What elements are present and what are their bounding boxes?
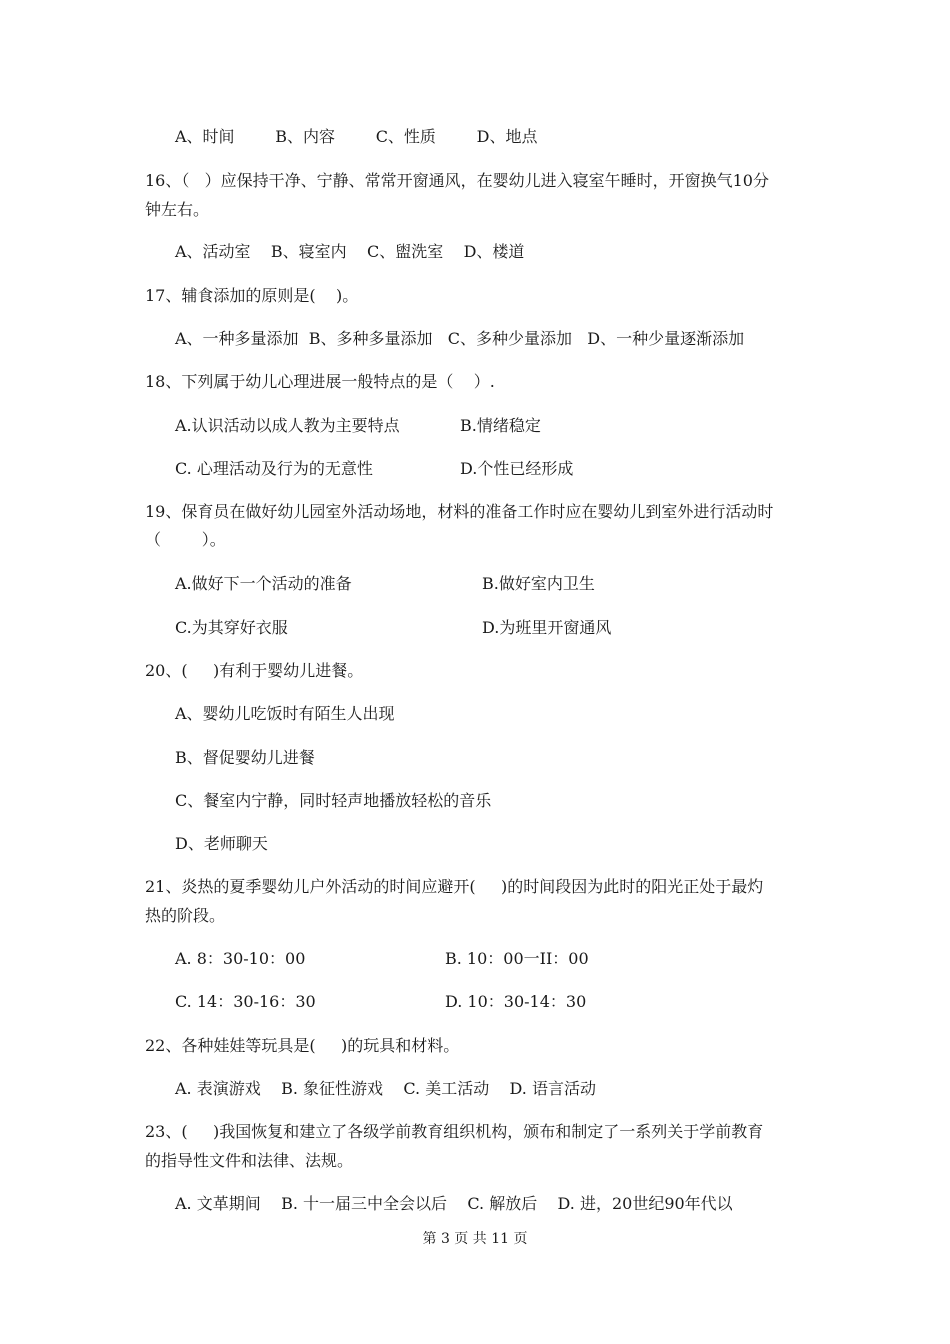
q16-stem-line2: 钟左右。 <box>145 200 210 219</box>
q21-option-a: A. 8：30-10：00 <box>175 949 306 968</box>
q17-options: A、一种多量添加 B、多种多量添加 C、多种少量添加 D、一种少量逐渐添加 <box>175 329 745 348</box>
q21-option-d: D. 10：30-14：30 <box>445 992 587 1011</box>
q21-stem-line2: 热的阶段。 <box>145 906 226 925</box>
q15-options: A、时间 B、内容 C、性质 D、地点 <box>175 127 538 146</box>
q19-option-c: C.为其穿好衣服 <box>175 618 288 637</box>
q18-option-d: D.个性已经形成 <box>460 459 574 478</box>
q16-stem-line1: 16、（ ）应保持干净、宁静、常常开窗通风，在婴幼儿进入寝室午睡时，开窗换气10分 <box>145 171 769 190</box>
q19-stem-line1: 19、保育员在做好幼儿园室外活动场地，材料的准备工作时应在婴幼儿到室外进行活动时 <box>145 502 774 521</box>
page-number: 第 3 页 共 11 页 <box>422 1231 528 1247</box>
q19-stem-line2: （ ）。 <box>145 530 226 549</box>
q19-option-a: A.做好下一个活动的准备 <box>175 574 352 593</box>
q20-option-a: A、婴幼儿吃饭时有陌生人出现 <box>175 704 395 723</box>
q23-options: A. 文革期间 B. 十一届三中全会以后 C. 解放后 D. 进，20世纪90年代以 <box>175 1194 733 1213</box>
q21-stem-line1: 21、炎热的夏季婴幼儿户外活动的时间应避开( )的时间段因为此时的阳光正处于最灼 <box>145 877 764 896</box>
q18-option-a: A.认识活动以成人教为主要特点 <box>175 416 400 435</box>
q16-options: A、活动室 B、寝室内 C、盥洗室 D、楼道 <box>175 242 525 261</box>
q21-option-c: C. 14：30-16：30 <box>175 992 316 1011</box>
q19-option-b: B.做好室内卫生 <box>482 574 595 593</box>
q17-stem: 17、辅食添加的原则是( )。 <box>145 286 359 305</box>
q23-stem-line2: 的指导性文件和法律、法规。 <box>145 1151 354 1170</box>
q22-options: A. 表演游戏 B. 象征性游戏 C. 美工活动 D. 语言活动 <box>175 1079 596 1098</box>
q20-option-c: C、餐室内宁静，同时轻声地播放轻松的音乐 <box>175 791 492 810</box>
q23-stem-line1: 23、( )我国恢复和建立了各级学前教育组织机构，颁布和制定了一系列关于学前教育 <box>145 1122 764 1141</box>
q20-option-d: D、老师聊天 <box>175 834 268 853</box>
q18-stem: 18、下列属于幼儿心理进展一般特点的是（ ）. <box>145 372 495 391</box>
q19-option-d: D.为班里开窗通风 <box>482 618 612 637</box>
q18-option-b: B.情绪稳定 <box>460 416 541 435</box>
q18-option-c: C. 心理活动及行为的无意性 <box>175 459 373 478</box>
q22-stem: 22、各种娃娃等玩具是( )的玩具和材料。 <box>145 1036 460 1055</box>
q20-option-b: B、督促婴幼儿进餐 <box>175 748 315 767</box>
q21-option-b: B. 10：00一II：00 <box>445 949 589 968</box>
q20-stem: 20、( )有利于婴幼儿进餐。 <box>145 661 364 680</box>
